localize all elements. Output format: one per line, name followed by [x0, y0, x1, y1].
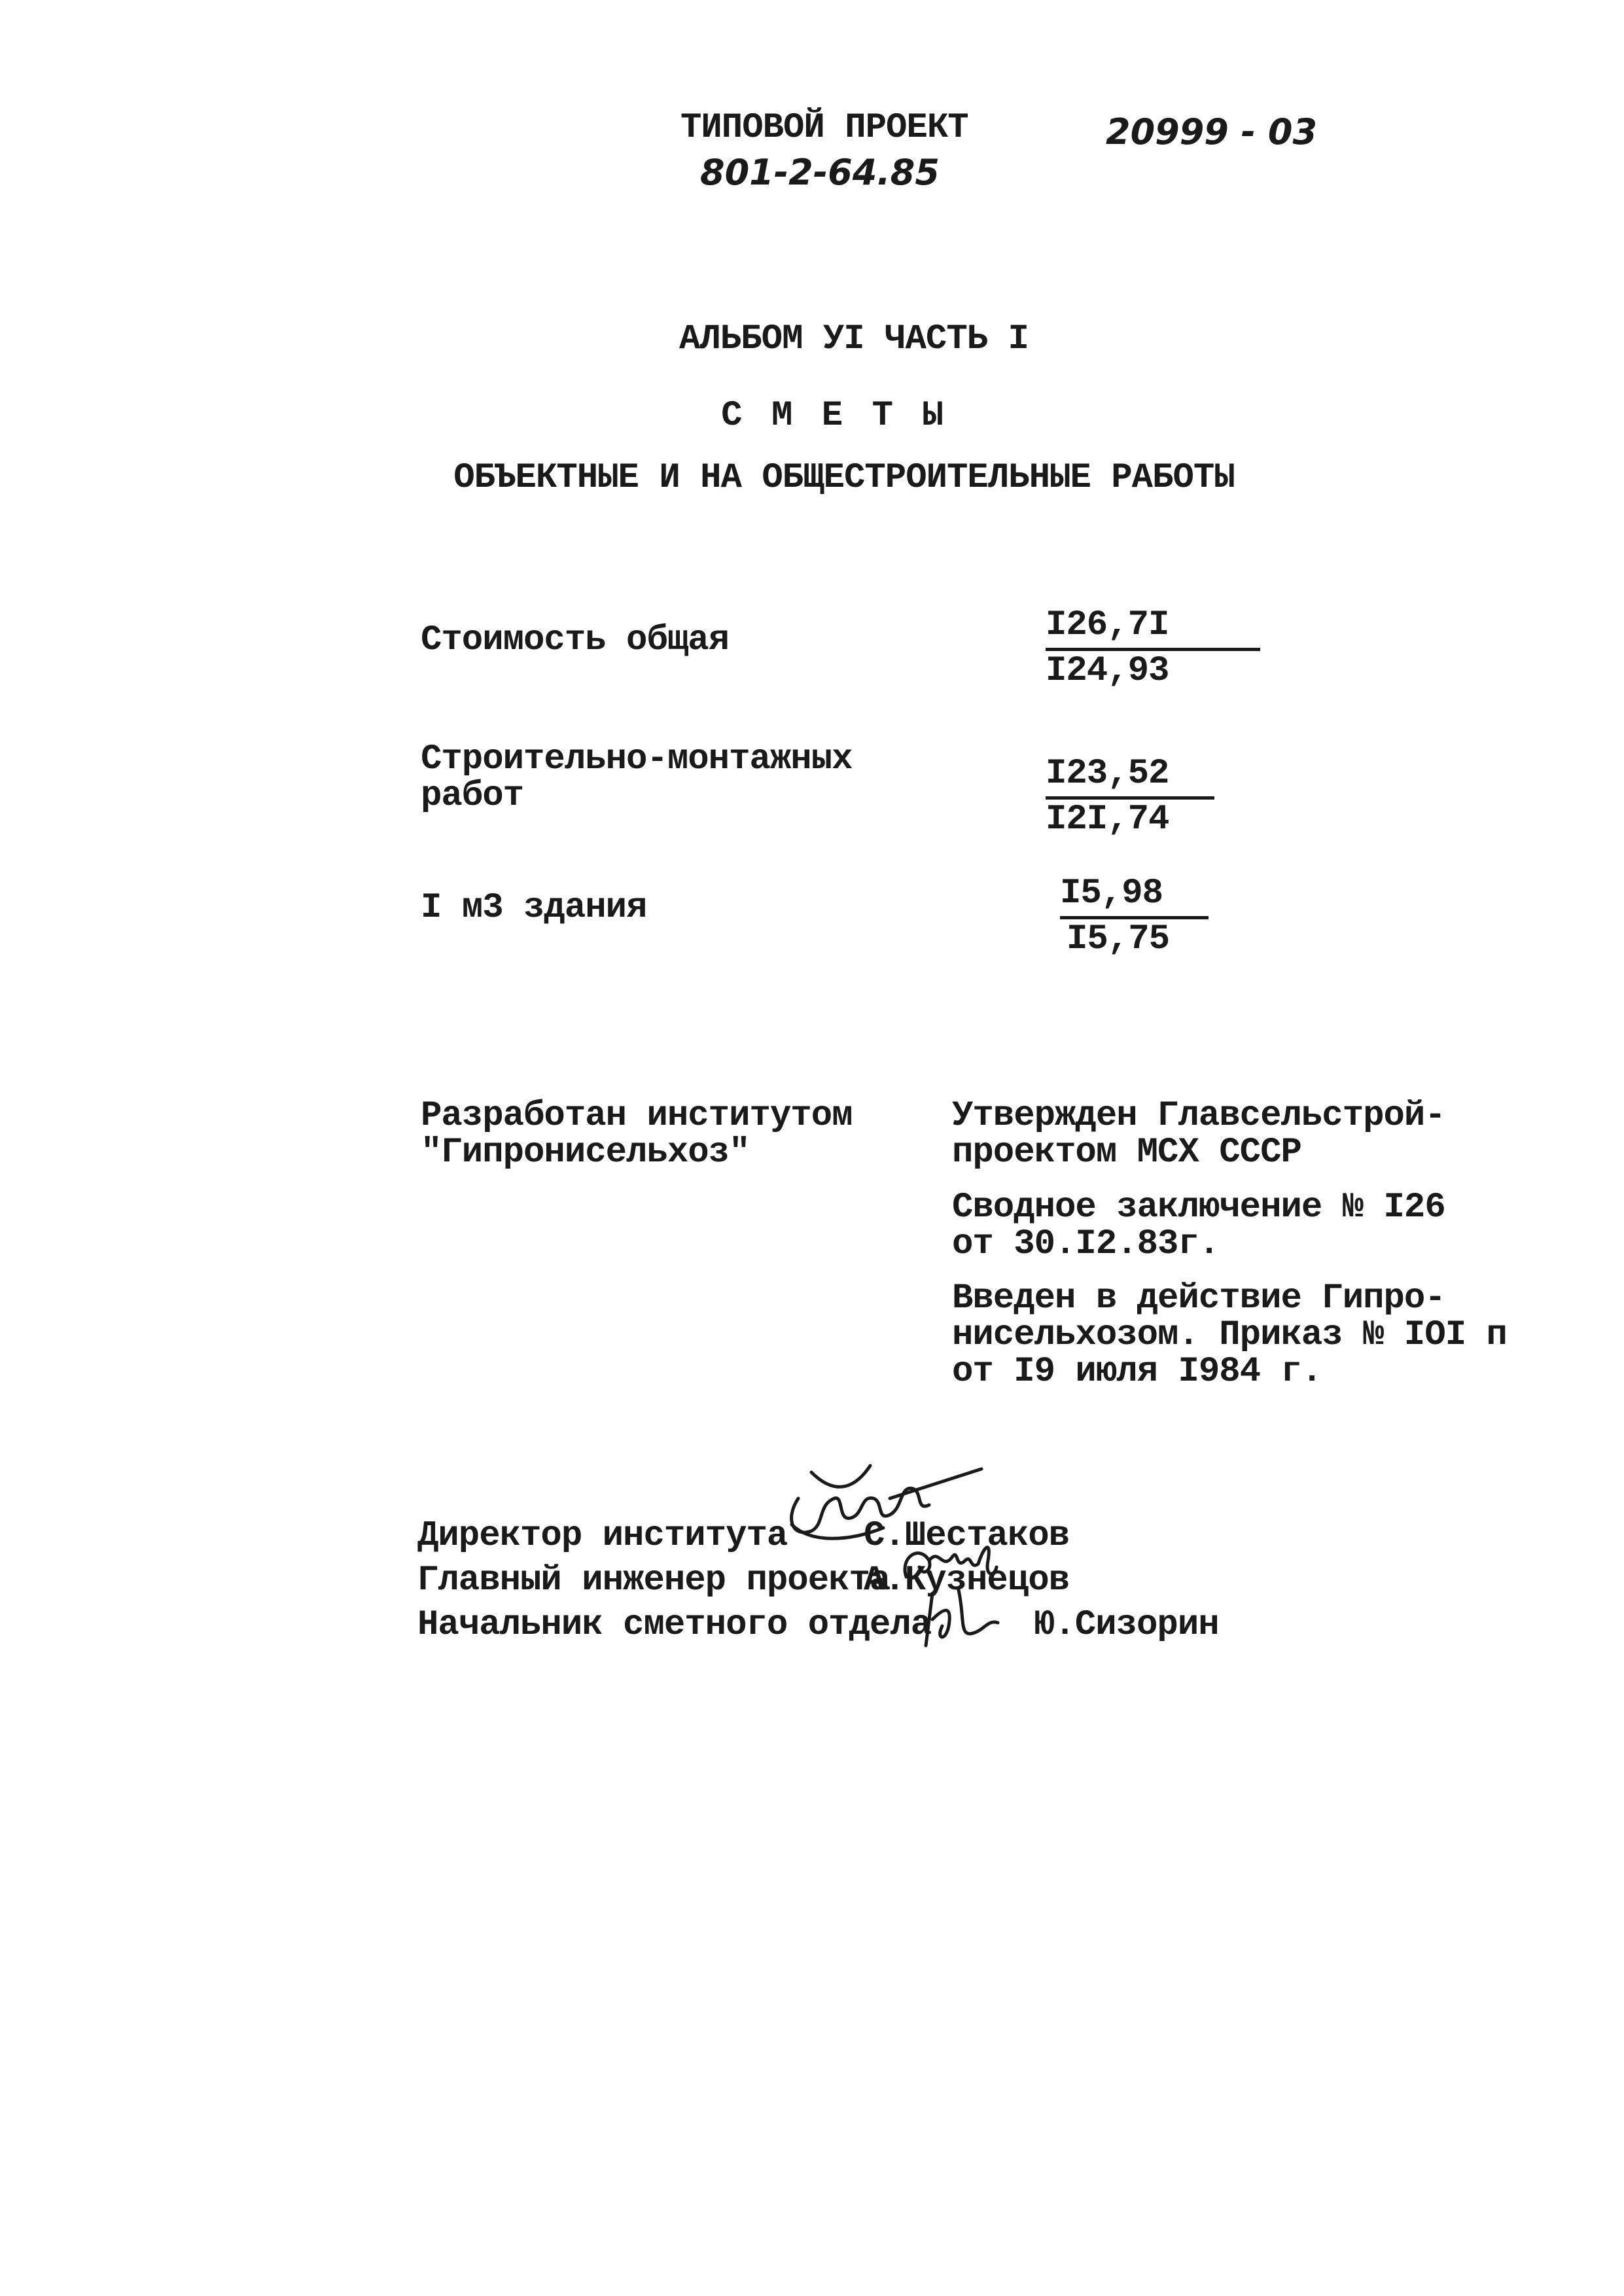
document-number: 20999 - 03 [1106, 111, 1318, 152]
cost-label-per-m3: I м3 здания [421, 888, 647, 928]
cost-label-construction: Строительно-монтажных работ [421, 739, 853, 816]
signatory-name-chief-engineer: А.Кузнецов [864, 1561, 1070, 1600]
enactment-block: Введен в действие Гипро- нисельхозом. Приказ № IOI п от I9 июля I984 г. [952, 1279, 1507, 1392]
cost-per-m3-denominator: I5,75 [1067, 919, 1170, 959]
project-type-label: ТИПОВОЙ ПРОЕКТ [680, 108, 968, 148]
cost-total-denominator: I24,93 [1046, 651, 1169, 691]
signatory-name-director: С.Шестаков [864, 1516, 1070, 1556]
document-subheading: ОБЪЕКТНЫЕ И НА ОБЩЕСТРОИТЕЛЬНЫЕ РАБОТЫ [453, 458, 1235, 498]
approval-block: Утвержден Главсельстрой- проектом МСХ СССР [952, 1096, 1445, 1173]
album-title: АЛЬБОМ УI ЧАСТЬ I [679, 319, 1029, 359]
project-number: 801-2-64.85 [700, 152, 940, 193]
estimates-head-signature [913, 1580, 1004, 1652]
cost-construction-numerator: I23,52 [1046, 754, 1214, 794]
cost-total-numerator: I26,7I [1046, 605, 1260, 645]
signatory-role-estimates-head: Начальник сметного отдела [417, 1605, 932, 1645]
signatory-name-estimates-head: Ю.Сизорин [1034, 1605, 1219, 1645]
signatory-role-chief-engineer: Главный инженер проекта [417, 1561, 891, 1600]
signatory-role-director: Директор института [417, 1516, 788, 1556]
developer-block: Разработан институтом "Гипронисельхоз" [421, 1096, 853, 1173]
cost-label-total: Стоимость общая [421, 620, 730, 660]
cost-per-m3-numerator: I5,98 [1060, 874, 1209, 913]
conclusion-block: Сводное заключение № I26 от 30.I2.83г. [952, 1188, 1445, 1264]
cost-construction-denominator: I2I,74 [1046, 800, 1169, 839]
document-heading: С М Е Т Ы [721, 396, 947, 436]
